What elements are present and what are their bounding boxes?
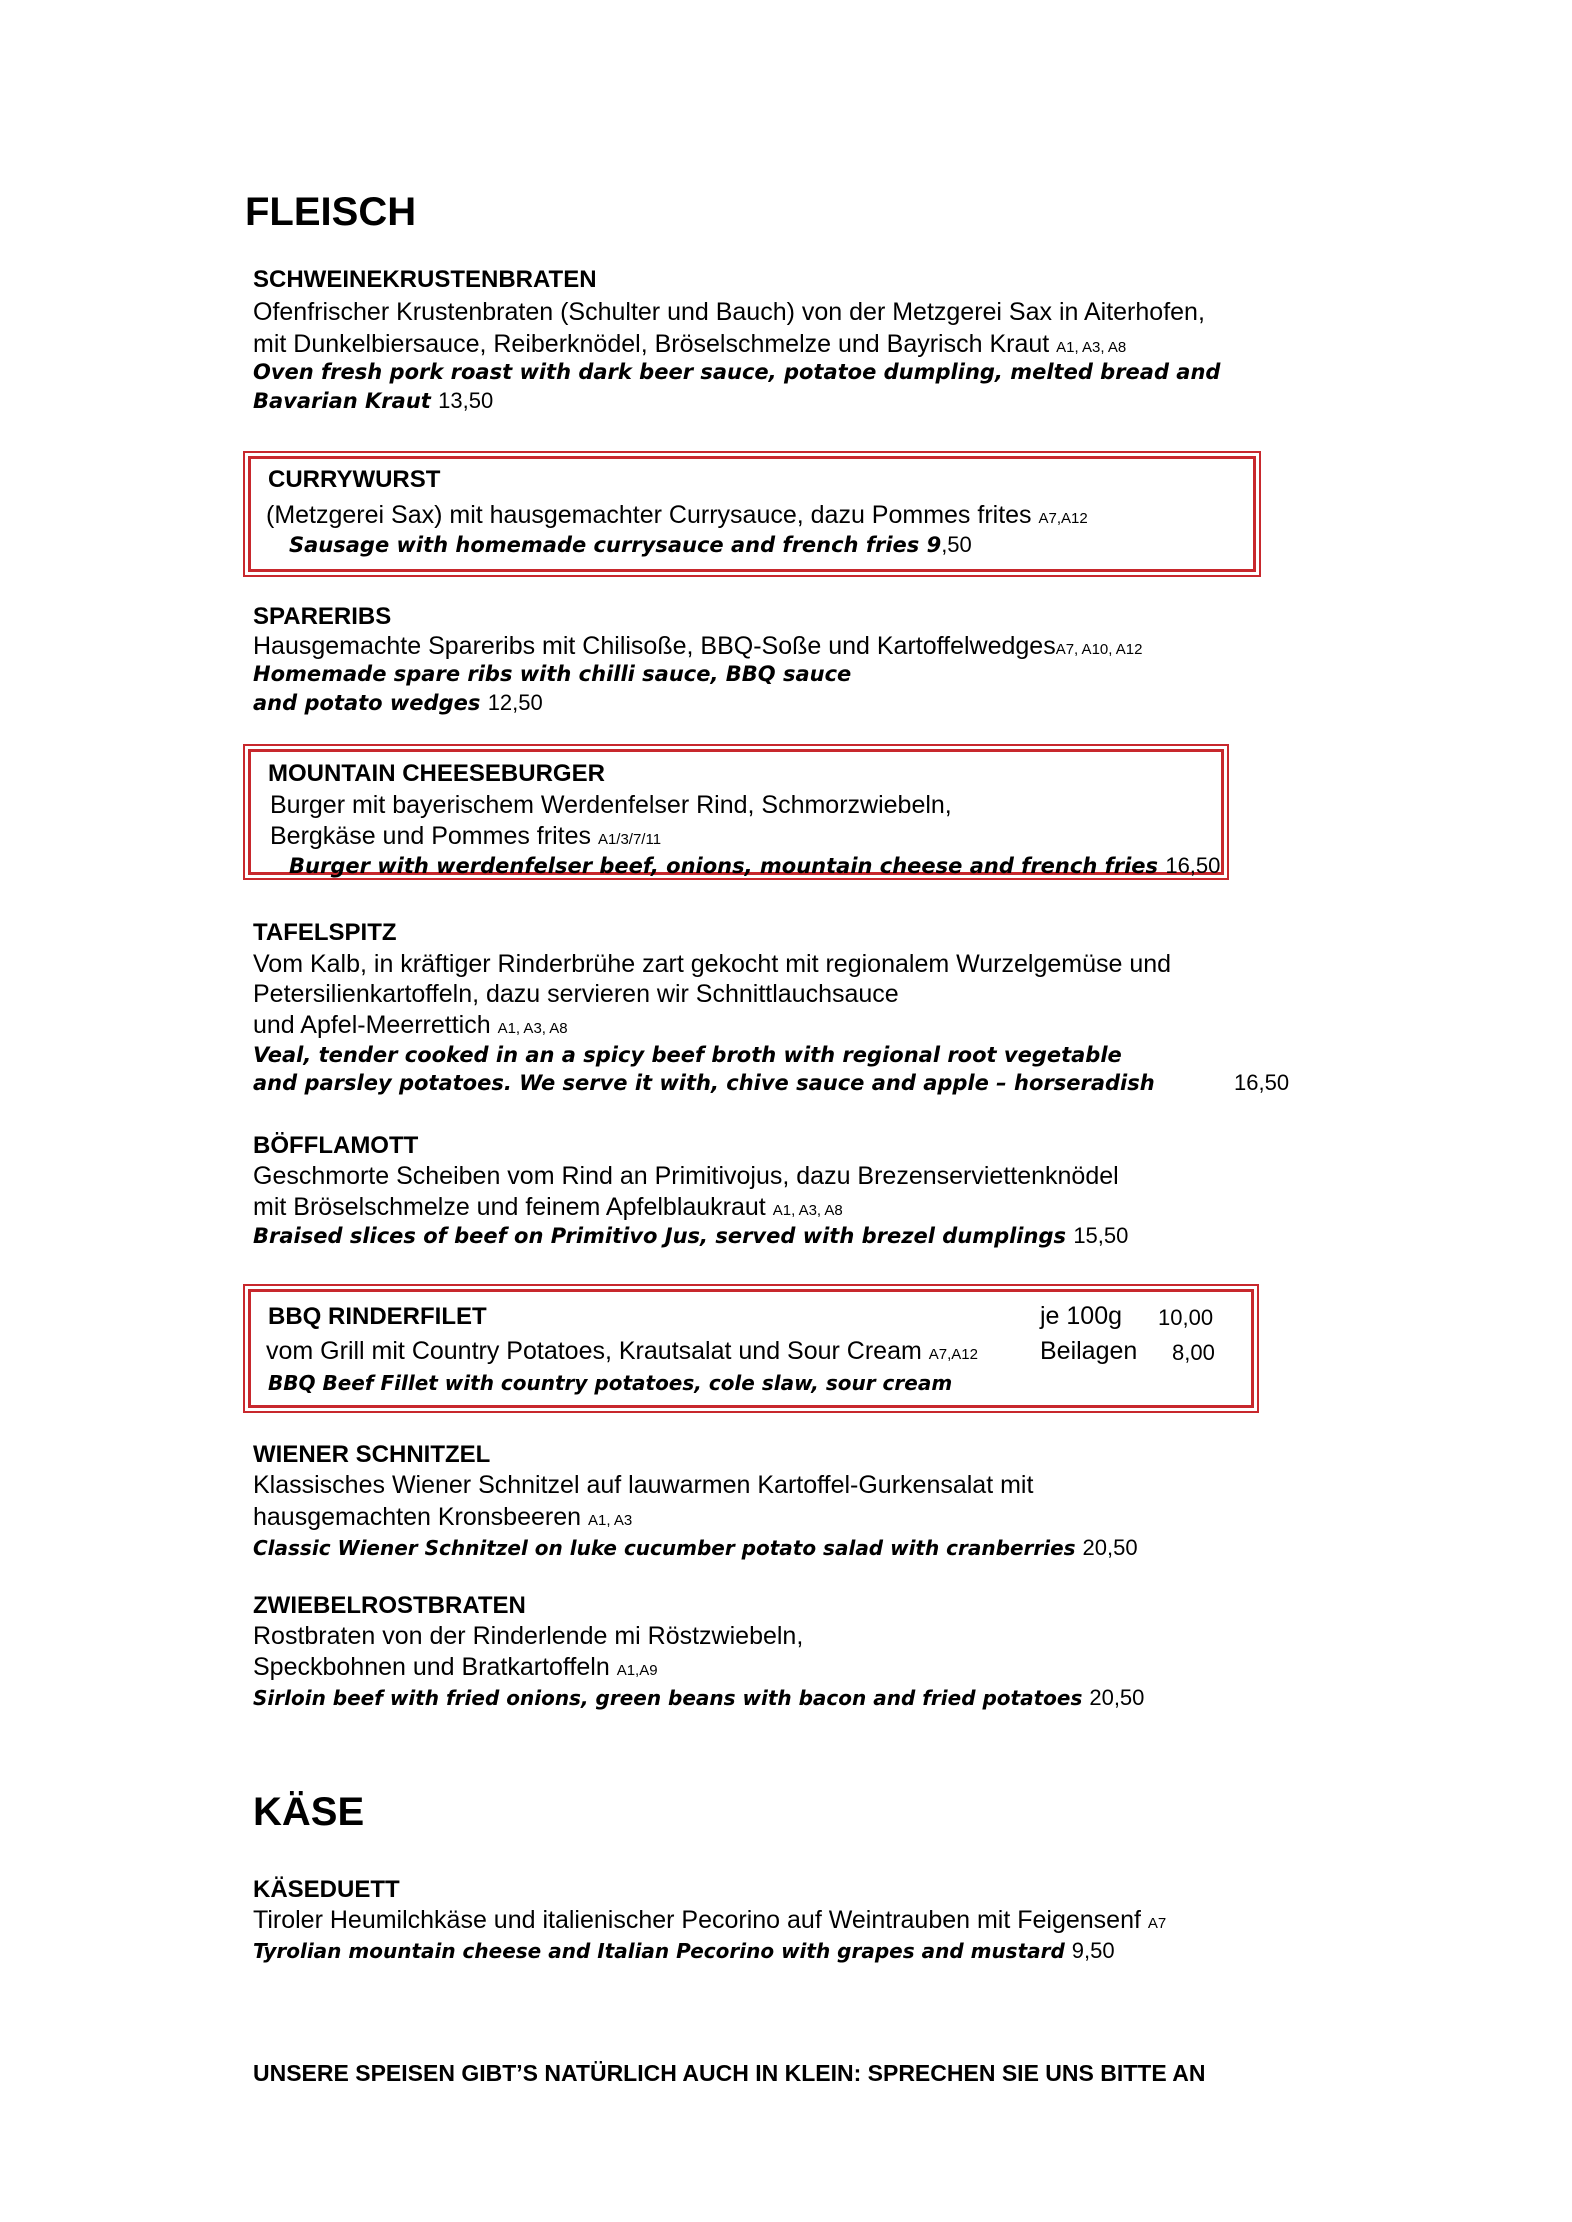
dish-description-en: Tyrolian mountain cheese and Italian Pecorino with grapes and mustard (253, 1939, 1065, 1963)
dish-title: CURRYWURST (268, 466, 441, 493)
dish-description-de: Hausgemachte Spareribs mit Chilisoße, BBQ-Soße und Kartoffelwedges (253, 632, 1056, 660)
dish-description-en: Bavarian Kraut (253, 389, 431, 413)
dish-title: KÄSEDUETT (253, 1876, 400, 1903)
allergen-codes: A7,A12 (928, 1346, 978, 1363)
allergen-codes: A1, A3, A8 (1056, 339, 1127, 356)
dish-title: SPARERIBS (253, 603, 392, 630)
dish-description-en: Braised slices of beef on Primitivo Jus, served with brezel dumplings (253, 1224, 1066, 1248)
dish-description-en: Burger with werdenfelser beef, onions, mountain cheese and french fries (289, 854, 1159, 878)
dish-title: MOUNTAIN CHEESEBURGER (268, 760, 605, 787)
dish-description-de: (Metzgerei Sax) mit hausgemachter Currysauce, dazu Pommes frites (266, 501, 1032, 529)
dish-price: 13,50 (438, 388, 494, 413)
allergen-codes: A1, A3, A8 (772, 1202, 843, 1219)
dish-title: ZWIEBELROSTBRATEN (253, 1592, 526, 1619)
allergen-codes: A7, A10, A12 (1055, 641, 1143, 658)
unit-price: 10,00 (1158, 1305, 1214, 1330)
dish-title: BÖFFLAMOTT (253, 1132, 419, 1159)
dish-description-de: hausgemachten Kronsbeeren (253, 1503, 582, 1531)
dish-description-de: Tiroler Heumilchkäse und italienischer Pecorino auf Weintrauben mit Feigensenf (253, 1906, 1141, 1934)
allergen-codes: A1, A3 (587, 1512, 633, 1529)
dish-description-de: Bergkäse und Pommes frites (270, 822, 591, 850)
dish-description-de: Geschmorte Scheiben vom Rind an Primitivojus, dazu Brezenserviettenknödel (253, 1162, 1119, 1190)
dish-description-en: Sausage with homemade currysauce and french fries 9 (289, 533, 942, 557)
dish-description-en: Oven fresh pork roast with dark beer sauce, potatoe dumpling, melted bread and (253, 360, 1221, 384)
unit-label: je 100g (1040, 1302, 1123, 1330)
dish-description-de: Ofenfrischer Krustenbraten (Schulter und Bauch) von der Metzgerei Sax in Aiterhofen, (253, 298, 1205, 326)
dish-price: 15,50 (1073, 1223, 1129, 1248)
dish-title: SCHWEINEKRUSTENBRATEN (253, 266, 597, 293)
dish-description-de: Petersilienkartoffeln, dazu servieren wir Schnittlauchsauce (253, 980, 899, 1008)
dish-title: BBQ RINDERFILET (268, 1303, 487, 1330)
dish-price: 9,50 (1071, 1938, 1115, 1963)
dish-title: WIENER SCHNITZEL (253, 1441, 491, 1468)
allergen-codes: A7,A12 (1038, 510, 1088, 527)
dish-price: 12,50 (487, 690, 543, 715)
footer-note: UNSERE SPEISEN GIBT’S NATÜRLICH AUCH IN KLEIN: SPRECHEN SIE UNS BITTE AN (253, 2060, 1206, 2086)
dish-description-en: BBQ Beef Fillet with country potatoes, cole slaw, sour cream (268, 1371, 953, 1395)
dish-description-de: Speckbohnen und Bratkartoffeln (253, 1653, 610, 1681)
section-title-kaese: KÄSE (253, 1790, 365, 1834)
allergen-codes: A1/3/7/11 (597, 831, 662, 848)
dish-description-de: und Apfel-Meerrettich (253, 1011, 491, 1039)
dish-description-en: Classic Wiener Schnitzel on luke cucumber potato salad with cranberries (253, 1536, 1076, 1560)
side-label: Beilagen (1040, 1337, 1138, 1365)
dish-description-en: Veal, tender cooked in an a spicy beef broth with regional root vegetable (253, 1043, 1122, 1067)
dish-price: 20,50 (1082, 1535, 1138, 1560)
dish-description-de: Rostbraten von der Rinderlende mi Röstzwiebeln, (253, 1622, 804, 1650)
allergen-codes: A1, A3, A8 (497, 1020, 568, 1037)
dish-description-de: Burger mit bayerischem Werdenfelser Rind, Schmorzwiebeln, (270, 791, 952, 819)
dish-description-en: and parsley potatoes. We serve it with, chive sauce and apple – horseradish (253, 1071, 1155, 1095)
dish-description-de: mit Dunkelbiersauce, Reiberknödel, Bröselschmelze und Bayrisch Kraut (253, 330, 1050, 358)
dish-description-de: Klassisches Wiener Schnitzel auf lauwarmen Kartoffel-Gurkensalat mit (253, 1471, 1034, 1499)
dish-description-en: Homemade spare ribs with chilli sauce, BBQ sauce (253, 662, 852, 686)
dish-price: 16,50 (1234, 1070, 1290, 1095)
dish-description-en: Sirloin beef with fried onions, green beans with bacon and fried potatoes (253, 1686, 1083, 1710)
section-title-fleisch: FLEISCH (245, 190, 417, 234)
allergen-codes: A1,A9 (616, 1662, 658, 1679)
dish-title: TAFELSPITZ (253, 919, 397, 946)
dish-description-en: and potato wedges (253, 691, 481, 715)
dish-description-de: Vom Kalb, in kräftiger Rinderbrühe zart gekocht mit regionalem Wurzelgemüse und (253, 950, 1172, 978)
dish-description-de: mit Bröselschmelze und feinem Apfelblaukraut (253, 1193, 766, 1221)
dish-price: 16,50 (1165, 853, 1221, 878)
dish-price: 20,50 (1089, 1685, 1145, 1710)
allergen-codes: A7 (1147, 1915, 1167, 1932)
dish-description-de: vom Grill mit Country Potatoes, Krautsalat und Sour Cream (266, 1337, 922, 1365)
dish-price: ,50 (941, 532, 972, 557)
side-price: 8,00 (1172, 1340, 1215, 1365)
